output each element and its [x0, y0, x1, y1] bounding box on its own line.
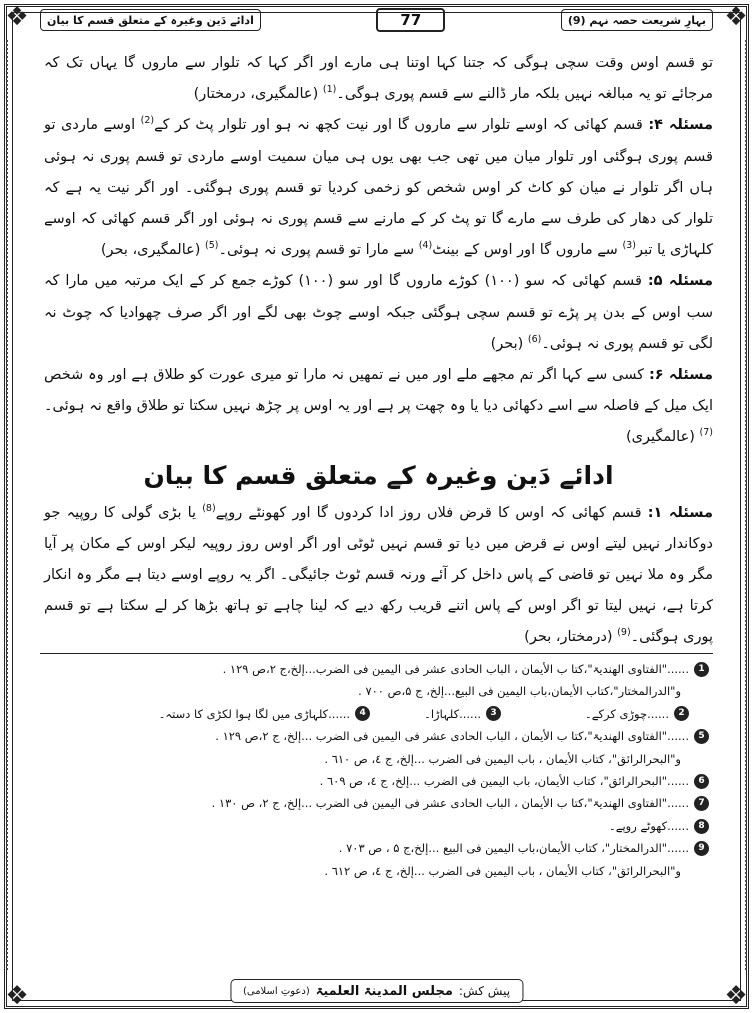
- corner-ornament-icon: ❖: [724, 2, 748, 32]
- footnote-number-badge: 4: [355, 706, 370, 721]
- footnote-5-cont: و"البحرالرائق"، کتاب الأیمان ، باب الیمین فی الضرب ...إلخ، ج ٤، ص ٦۱۰ .: [324, 751, 681, 766]
- book-title-box: [561, 9, 713, 31]
- section-heading: ادائے دَین وغیرہ کے متعلق قسم کا بیان: [143, 460, 614, 490]
- footnote-6: 6 ......"البحرالرائق"، کتاب الأیمان، باب الیمین فی الضرب ...إلخ، ج ٤، ص ٦۰۹ .: [60, 770, 709, 792]
- footnote-marker: (1): [322, 84, 337, 96]
- paragraph: تو قسم اوس وقت سچی ہوگی کہ جتنا کہا اوتنا ہی مارے اور اگر کہا کہ تلوار سے ماروں گا یہاں تک کہ مرجائے تو یہ مبالغہ نہیں بلکہ مار ڈالنے سے قسم پوری ہوگی۔$^{(1)}$ (عالمگیری، درمختار): [44, 55, 713, 103]
- footnote-marker: (2): [140, 115, 155, 127]
- footnote-marker: (3): [622, 240, 636, 252]
- organization-name: مجلس المدینۃ العلمیۃ: [315, 983, 453, 999]
- page-number: 77: [376, 8, 445, 32]
- footnote-number-badge: 8: [694, 819, 709, 834]
- footnote-number-badge: 7: [694, 796, 709, 811]
- footnote-marker: (4): [418, 240, 433, 252]
- footnote-marker: (8): [202, 502, 216, 514]
- footnote-number-badge: 2: [674, 706, 689, 721]
- corner-ornament-icon: ❖: [5, 981, 29, 1011]
- main-text: [44, 48, 713, 654]
- chapter-heading-box: [40, 9, 261, 31]
- page-header: [40, 8, 713, 32]
- footnote-1-cont: و"الدرالمختار"،کتاب الأیمان،باب الیمین فی البیع...إلخ، ج ۵،ص ۷۰۰ .: [358, 684, 681, 699]
- footnote-3: 3 ......کلہاڑا۔: [424, 703, 501, 725]
- corner-ornament-icon: ❖: [724, 981, 748, 1011]
- part-number: (9): [567, 13, 586, 27]
- left-border-ornament: [6, 40, 14, 970]
- footnote-9-cont: و"البحرالرائق"، کتاب الأیمان ، باب الیمین فی الضرب ...إلخ، ج ٤، ص ٦۱۲ .: [324, 863, 681, 878]
- masala-label: مسئلہ ۵:: [647, 273, 713, 290]
- masala-4: مسئلہ ۴: قسم کھائی کہ اوسے تلوار سے ماروں گا اور نیت کچھ نہ ہو اور تلوار پٹ کر کے$^{(2)}$ اوسے ماردی تو قسم پوری ہوگئی اور تلوار میان میں تھی جب بھی یوں ہی میان سمیت اوسے ماردی تو قسم پوری نہ ہوئی ہاں اگر تلوار نے میان کو کاٹ کر اوس شخص کو زخمی کردیا تو قسم پوری ہوگئی۔ اور اگر نیت یہ ہے کہ تلوار کی دھار کی طرف سے مارے گا تو پٹ کر کے مارنے سے قسم پوری نہ ہوئی اور اگر قسم کھائی کہ اوسے کلہاڑی یا تبر$^{(3)}$ سے ماروں گا اور اوس کے بینٹ$^{(4)}$ سے مارا تو قسم پوری نہ ہوئی۔$^{(5)}$ (عالمگیری، بحر): [44, 115, 713, 259]
- masala-6: مسئلہ ۶: کسی سے کہا اگر تم مجھے ملے اور میں نے تمھیں نہ مارا تو میری عورت کو طلاق ہے اور وہ شخص ایک میل کے فاصلہ سے اسے دکھائی دیا یا وہ چھت پر ہے اور یہ اوس پر چڑھ نہیں سکتا تو طلاق واقع نہ ہوئی۔$^{(7)}$ (عالمگیری): [44, 367, 713, 446]
- masala-label: مسئلہ ۴:: [648, 117, 713, 134]
- footnotes: [60, 658, 709, 882]
- footnote-2: 2 ......چوڑی کرکے۔: [585, 703, 689, 725]
- footnote-marker: (9): [617, 627, 631, 639]
- organization-sub: (دعوتِ اسلامی): [242, 985, 310, 997]
- footnote-7: 7 ......"الفتاوی الھندیۃ"،کتا ب الأیمان ، الباب الحادی عشر فی الیمین فی الضرب ...إلخ، ج ۲، ص ۱۳۰ .: [60, 792, 709, 814]
- masala-label: مسئلہ ۶:: [648, 367, 713, 384]
- masala-label: مسئلہ ۱:: [647, 504, 713, 521]
- masala-1: مسئلہ ۱: قسم کھائی کہ اوس کا قرض فلاں روز ادا کردوں گا اور کھونٹے روپے$^{(8)}$ یا بڑی گولی کا روپیہ جو دوکاندار نہیں لیتے اوس نے قرض میں دیا تو قسم نہیں ٹوٹی اور اگر اوس روز روپیہ لیکر اوس کے مکان پر آیا مگر وہ ملا نہیں تو قاضی کے پاس داخل کر آئے ورنہ قسم ٹوٹ جائیگی۔ اگر یہ روپے اوسے دیتا ہے مگر وہ انکار کرتا ہے، نہیں لیتا تو اگر اوس کے پاس اتنے قریب رکھ دیے کہ لینا چاہے تو ہاتھ بڑھا کر لے سکتا ہے تو قسم پوری ہوگئی۔$^{(9)}$ (درمختار، بحر): [44, 502, 713, 646]
- footnote-marker: (5): [205, 240, 219, 252]
- masala-5: مسئلہ ۵: قسم کھائی کہ سو (۱۰۰) کوڑے ماروں گا اور سو (۱۰۰) کوڑے جمع کر کے ایک مرتبہ میں مارا کہ سب اوس کے بدن پر پڑے تو قسم سچی ہوگئی جبکہ اوسے چوٹ بھی لگے اور اگر صرف چھوادیا کہ چوٹ نہ لگی تو قسم پوری نہ ہوئی۔$^{(6)}$ (بحر): [44, 273, 713, 352]
- footnote-number-badge: 3: [486, 706, 501, 721]
- book-title: بہارِ شریعت حصہ نہم: [589, 13, 706, 27]
- footnote-number-badge: 9: [694, 841, 709, 856]
- footnotes-2-4: [60, 703, 709, 725]
- running-chapter-heading: ادائے دَین وغیرہ کے متعلق قسم کا بیان: [47, 13, 254, 27]
- page-footer: [230, 979, 523, 1003]
- corner-ornament-icon: ❖: [5, 2, 29, 32]
- footnote-number-badge: 5: [694, 729, 709, 744]
- footnote-4: 4 ......کلہاڑی میں لگا ہوا لکڑی کا دستہ۔: [159, 703, 370, 725]
- footnote-number-badge: 6: [694, 774, 709, 789]
- footnote-number-badge: 1: [694, 662, 709, 677]
- footnote-marker: (6): [527, 334, 542, 345]
- footnote-1: 1 ......"الفتاوی الھندیۃ"،کتا ب الأیمان ، الباب الحادی عشر فی الیمین فی الضرب...إلخ،ج ۲،ص ۱۲۹ .: [60, 658, 709, 680]
- footnote-8: 8 ......کھوٹے روپے۔: [60, 815, 709, 837]
- footnote-divider: [40, 653, 713, 654]
- footnote-5: 5 ......"الفتاوی الھندیۃ"،کتا ب الأیمان ، الباب الحادی عشر فی الیمین فی الضرب ...إلخ، ج ۲،ص ۱۲۹ .: [60, 725, 709, 747]
- presented-by-label: پیش کش:: [458, 984, 511, 998]
- footnote-9: 9 ......"الدرالمختار"، کتاب الأیمان،باب الیمین فی البیع ...إلخ،ج ۵ ، ص ۷۰۳ .: [60, 837, 709, 859]
- right-border-ornament: [739, 40, 747, 970]
- footnote-marker: (7): [699, 427, 713, 439]
